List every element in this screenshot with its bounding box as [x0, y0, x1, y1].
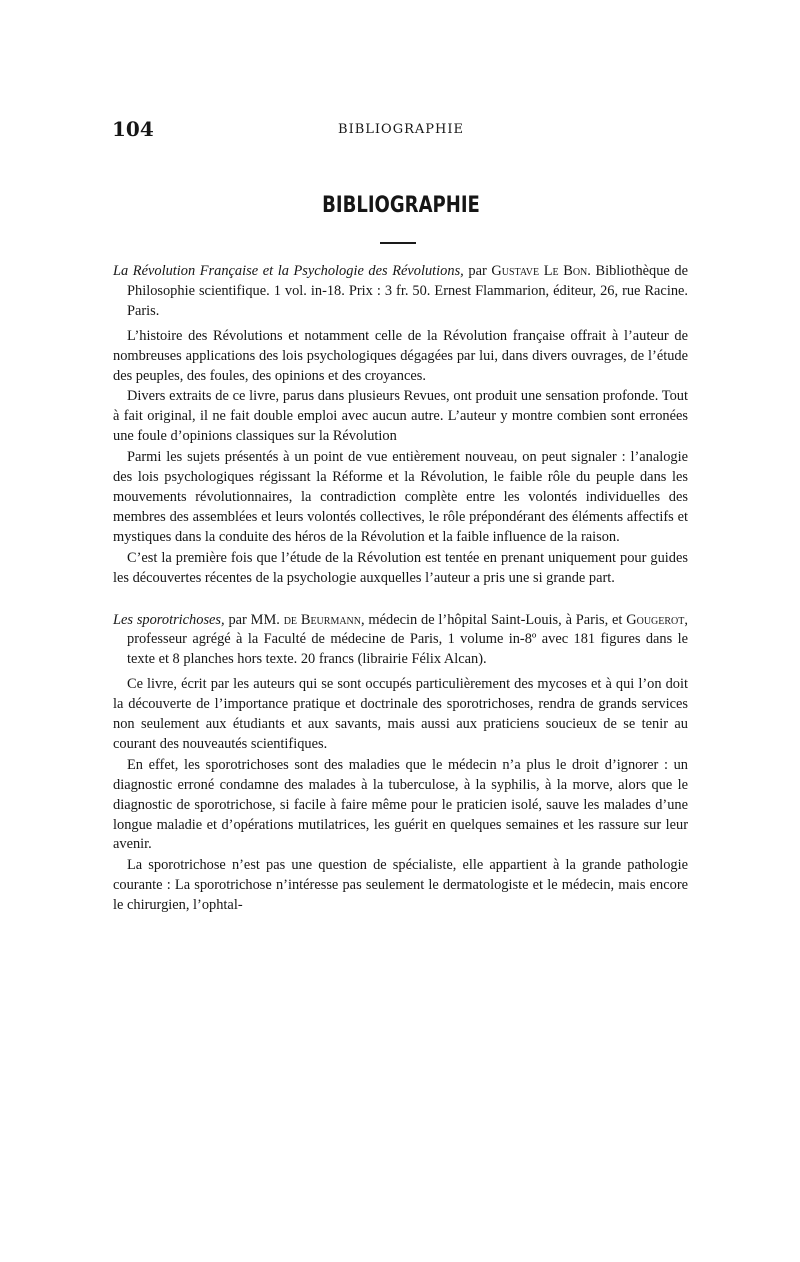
- book-title: Les sporotrichoses,: [113, 611, 225, 628]
- publication-details: . Bibliothèque de Philosophie scientifique. 1 vol. in-18. Prix : 3 fr. 50. Ernest Flammarion, éditeur, 26, rue Racine. Paris.: [127, 263, 689, 319]
- entry-citation: [113, 611, 688, 671]
- author-name: Gustave Le Bon: [491, 263, 588, 279]
- author-name: de Beurmann: [283, 611, 361, 628]
- running-title: BIBLIOGRAPHIE: [338, 122, 464, 137]
- book-title: La Révolution Française et la Psychologie des Révolutions,: [113, 263, 464, 279]
- title-rule: [380, 242, 416, 244]
- publication-details: , professeur agrégé à la Faculté de médecine de Paris, 1 volume in-8º avec 181 figures dans le texte et 8 planches hors texte. 20 francs (librairie Félix Alcan).: [127, 611, 688, 668]
- running-head: [112, 117, 690, 141]
- review-paragraph: C’est la première fois que l’étude de la Révolution est tentée en prenant uniquement pour guides les découvertes récentes de la psychologie auxquelles l’auteur a pris une si grande part.: [113, 549, 688, 586]
- review-paragraph: Ce livre, écrit par les auteurs qui se sont occupés particulièrement des mycoses et à qui l’on doit la découverte de l’importance pratique et doctrinale des sporotrichoses, rendra de grands services non seulement aux étudiants et aux savants, mais aussi aux praticiens soucieux de se tenir au courant des nouveautés scientifiques.: [113, 676, 688, 752]
- section-title: BIBLIOGRAPHIE: [322, 193, 480, 218]
- review-paragraph: Parmi les sujets présentés à un point de vue entièrement nouveau, on peut signaler : l’analogie des lois psychologiques régissant la Réforme et la Révolution, le faible rôle du peuple dans les mouvements révolutionnaires, la contradiction complète entre les volontés individuelles des membres des assemblées et leurs volontés collectives, le rôle prépondérant des éléments affectifs et mystiques dans la conduite des héros de la Révolution et la faible influence de la raison.: [113, 449, 688, 545]
- entry-citation: [113, 262, 688, 322]
- review-paragraph: La sporotrichose n’est pas une question de spécialiste, elle appartient à la grande pathologie courante : La sporotrichose n’intéresse pas seulement le dermatologiste et le médecin, mais encore le chirurgien, l’ophtal-: [113, 857, 688, 914]
- page-number: 104: [112, 117, 154, 141]
- entry-separator: [113, 590, 688, 611]
- review-paragraph: L’histoire des Révolutions et notamment celle de la Révolution française offrait à l’auteur de nombreuses applications des lois psychologiques dégagées par lui, dans divers ouvrages, de l’étude des peuples, des foules, des opinions et des croyances.: [113, 327, 688, 384]
- bibliography-entry-revolution: [113, 262, 688, 589]
- citation-by: par MM.: [224, 611, 284, 628]
- review-paragraph: En effet, les sporotrichoses sont des maladies que le médecin n’a plus le droit d’ignorer : un diagnostic erroné condamne des malades à la tuberculose, à la syphilis, à la morve, alors que le diagnostic de sporotrichose, si facile à faire même pour le praticien isolé, sauve les malades d’une longue maladie et d’opérations mutilatrices, les guérit en quelques semaines et les rassure sur leur avenir.: [113, 756, 688, 853]
- author-name: Gougerot: [626, 611, 685, 628]
- review-paragraph: Divers extraits de ce livre, parus dans plusieurs Revues, ont produit une sensation profonde. Tout à fait original, il ne fait double emploi avec aucun autre. L’auteur y montre combien sont erronées une foule d’opinions classiques sur la Révolution: [113, 388, 688, 445]
- bibliography-content: [113, 262, 688, 917]
- bibliography-entry-sporotrichoses: [113, 611, 688, 917]
- citation-by: par: [463, 263, 492, 279]
- publication-details: , médecin de l’hôpital Saint-Louis, à Paris, et: [361, 611, 627, 628]
